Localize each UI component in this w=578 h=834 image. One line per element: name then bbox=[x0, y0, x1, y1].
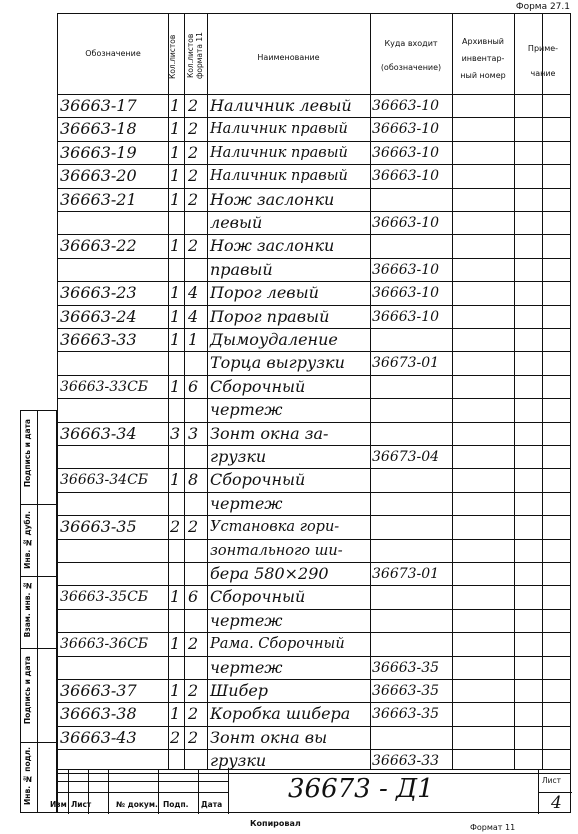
row-divider bbox=[58, 726, 570, 727]
cell-n1: 1 bbox=[170, 306, 181, 326]
cell-name: Наличник левый bbox=[210, 96, 352, 115]
row-divider bbox=[58, 445, 570, 446]
margin-label-inv-podl: Инв. № подл. bbox=[23, 747, 32, 806]
stamp-sheet-number: 4 bbox=[551, 793, 562, 813]
cell-name: чертеж bbox=[210, 400, 283, 420]
cell-n1: 1 bbox=[170, 704, 181, 724]
cell-n2: 4 bbox=[188, 283, 199, 303]
margin-label-signature-date-1: Подпись и дата bbox=[23, 419, 32, 488]
row-divider bbox=[58, 679, 570, 680]
cell-n2: 2 bbox=[188, 236, 199, 256]
row-divider bbox=[58, 234, 570, 235]
row-divider bbox=[58, 609, 570, 610]
cell-used: 36673-04 bbox=[372, 449, 440, 465]
cell-des: 36663-34 bbox=[60, 423, 137, 443]
cell-n2: 2 bbox=[188, 727, 199, 747]
row-divider bbox=[58, 398, 570, 399]
row-divider bbox=[58, 749, 570, 750]
cell-des: 36663-37 bbox=[60, 681, 137, 700]
cell-des: 36663-43 bbox=[60, 727, 137, 747]
cell-name: Торца выгрузки bbox=[210, 353, 345, 373]
cell-des: 36663-33СБ bbox=[60, 378, 149, 395]
cell-n1: 1 bbox=[170, 330, 181, 349]
row-divider bbox=[58, 562, 570, 563]
col-header-sheets: Кол.листов bbox=[168, 34, 177, 80]
cell-name: правый bbox=[210, 259, 273, 279]
cell-name: чертеж bbox=[210, 657, 283, 677]
col-header-used-in: Куда входит bbox=[384, 39, 438, 48]
stamp-list: Лист bbox=[71, 800, 92, 809]
cell-n2: 2 bbox=[188, 517, 199, 537]
form-number: Форма 27.1 bbox=[515, 2, 570, 12]
cell-des: 36663-23 bbox=[60, 283, 137, 303]
cell-used: 36663-10 bbox=[372, 308, 440, 325]
cell-des: 36663-35СБ bbox=[60, 589, 149, 606]
row-divider bbox=[58, 328, 570, 329]
cell-name: Нож заслонки bbox=[210, 236, 335, 256]
cell-des: 36663-18 bbox=[60, 119, 137, 139]
row-divider bbox=[58, 211, 570, 212]
cell-used: 36663-35 bbox=[372, 659, 440, 676]
footer-format: Формат 11 bbox=[470, 823, 516, 832]
cell-name: Дымоудаление bbox=[210, 330, 338, 349]
cell-used: 36663-10 bbox=[372, 215, 440, 231]
cell-name: левый bbox=[210, 213, 263, 232]
row-divider bbox=[58, 164, 570, 165]
cell-n2: 2 bbox=[188, 96, 199, 115]
cell-n2: 2 bbox=[188, 681, 199, 700]
stamp-sheet-label: Лист bbox=[542, 776, 562, 785]
cell-n2: 4 bbox=[188, 306, 199, 326]
row-divider bbox=[58, 702, 570, 703]
cell-n2: 6 bbox=[188, 376, 199, 396]
row-divider bbox=[58, 141, 570, 142]
cell-name: чертеж bbox=[210, 493, 283, 513]
col-header-archive: Архивный bbox=[462, 37, 504, 46]
cell-name: Сборочный bbox=[210, 376, 306, 396]
col-header-sheets-format: Кол.листов формата 11 bbox=[186, 32, 204, 80]
cell-des: 36663-36СБ bbox=[60, 636, 149, 653]
cell-n2: 2 bbox=[188, 704, 199, 724]
col-header-name: Наименование bbox=[257, 53, 320, 62]
cell-name: Порог левый bbox=[210, 283, 319, 303]
cell-name: Коробка шибера bbox=[210, 704, 351, 724]
cell-name: бера 580×290 bbox=[210, 564, 329, 583]
row-divider bbox=[58, 281, 570, 282]
cell-name: Рама. Сборочный bbox=[210, 636, 345, 653]
cell-n2: 8 bbox=[188, 470, 199, 490]
cell-n1: 1 bbox=[170, 96, 181, 115]
cell-n1: 1 bbox=[170, 681, 181, 700]
margin-stamp-box bbox=[20, 410, 57, 813]
cell-des: 36663-34СБ bbox=[60, 472, 149, 489]
cell-used: 36663-10 bbox=[372, 144, 440, 161]
row-divider bbox=[58, 117, 570, 118]
cell-used: 36663-10 bbox=[372, 168, 440, 185]
row-divider bbox=[58, 515, 570, 516]
row-divider bbox=[58, 468, 570, 469]
row-divider bbox=[58, 539, 570, 540]
cell-n1: 1 bbox=[170, 236, 181, 256]
cell-name: Зонт окна вы bbox=[210, 727, 328, 747]
cell-used: 36673-01 bbox=[372, 566, 440, 582]
row-divider bbox=[58, 492, 570, 493]
cell-n1: 2 bbox=[170, 517, 181, 537]
stamp-podp: Подп. bbox=[163, 800, 189, 809]
cell-des: 36663-22 bbox=[60, 236, 137, 256]
cell-used: 36663-35 bbox=[372, 706, 440, 723]
cell-des: 36663-35 bbox=[60, 517, 137, 537]
cell-name: Сборочный bbox=[210, 470, 306, 490]
stamp-date: Дата bbox=[201, 800, 223, 809]
cell-n2: 3 bbox=[188, 423, 199, 443]
cell-n1: 1 bbox=[170, 119, 181, 139]
cell-n2: 2 bbox=[188, 634, 199, 654]
cell-des: 36663-21 bbox=[60, 189, 137, 209]
cell-name: грузки bbox=[210, 751, 267, 771]
cell-name: Наличник правый bbox=[210, 168, 348, 185]
col-header-note-2: чание bbox=[530, 69, 556, 78]
margin-label-signature-date-2: Подпись и дата bbox=[23, 656, 32, 725]
stamp-doc-no: № докум. bbox=[116, 800, 158, 809]
cell-n1: 1 bbox=[170, 166, 181, 186]
cell-n1: 1 bbox=[170, 470, 181, 490]
cell-name: Зонт окна за- bbox=[210, 423, 329, 443]
footer-copied: Копировал bbox=[250, 819, 301, 828]
row-divider bbox=[58, 188, 570, 189]
cell-n1: 1 bbox=[170, 189, 181, 209]
cell-des: 36663-17 bbox=[60, 96, 137, 115]
cell-name: Шибер bbox=[210, 681, 269, 700]
cell-n1: 1 bbox=[170, 587, 181, 607]
cell-n1: 1 bbox=[170, 634, 181, 654]
cell-name: грузки bbox=[210, 447, 267, 466]
cell-used: 36663-10 bbox=[372, 285, 440, 302]
spec-table bbox=[50, 13, 571, 813]
cell-des: 36663-19 bbox=[60, 142, 137, 162]
col-header-archive-3: ный номер bbox=[460, 71, 506, 80]
cell-name: Наличник правый bbox=[210, 144, 348, 161]
cell-des: 36663-38 bbox=[60, 704, 137, 724]
margin-label-inv-dubl: Инв. № дубл. bbox=[23, 511, 32, 569]
cell-n1: 1 bbox=[170, 376, 181, 396]
cell-n2: 2 bbox=[188, 166, 199, 186]
row-divider bbox=[58, 305, 570, 306]
row-divider bbox=[58, 656, 570, 657]
col-header-note: Приме- bbox=[527, 44, 559, 53]
cell-used: 36673-01 bbox=[372, 355, 440, 372]
cell-used: 36663-33 bbox=[372, 753, 440, 770]
col-header-archive-2: инвентар- bbox=[461, 54, 505, 63]
cell-n2: 2 bbox=[188, 119, 199, 139]
cell-name: Установка гори- bbox=[210, 519, 340, 536]
document-number: 36673 - Д1 bbox=[288, 774, 434, 804]
cell-name: Нож заслонки bbox=[210, 189, 335, 209]
cell-name: Порог правый bbox=[210, 306, 330, 326]
cell-des: 36663-24 bbox=[60, 306, 137, 326]
cell-used: 36663-35 bbox=[372, 683, 440, 699]
cell-n1: 2 bbox=[170, 727, 181, 747]
cell-n2: 2 bbox=[188, 189, 199, 209]
cell-used: 36663-10 bbox=[372, 98, 440, 114]
row-divider bbox=[58, 422, 570, 423]
cell-n2: 1 bbox=[188, 330, 199, 349]
cell-n2: 6 bbox=[188, 587, 199, 607]
col-header-used-in-2: (обозначение) bbox=[380, 63, 442, 72]
row-divider bbox=[58, 258, 570, 259]
cell-des: 36663-33 bbox=[60, 330, 137, 349]
cell-des: 36663-20 bbox=[60, 166, 137, 186]
margin-label-vzam-inv: Взам. инв. № bbox=[23, 581, 32, 638]
cell-name: Сборочный bbox=[210, 587, 306, 607]
col-header-designation: Обозначение bbox=[85, 49, 141, 58]
cell-n1: 1 bbox=[170, 283, 181, 303]
cell-n1: 3 bbox=[170, 423, 181, 443]
cell-n2: 2 bbox=[188, 142, 199, 162]
row-divider bbox=[58, 632, 570, 633]
row-divider bbox=[58, 585, 570, 586]
cell-name: Наличник правый bbox=[210, 121, 348, 138]
cell-used: 36663-10 bbox=[372, 261, 440, 278]
row-divider bbox=[58, 375, 570, 376]
cell-n1: 1 bbox=[170, 142, 181, 162]
cell-name: зонтального ши- bbox=[210, 542, 343, 559]
row-divider bbox=[58, 351, 570, 352]
cell-used: 36663-10 bbox=[372, 121, 440, 138]
cell-name: чертеж bbox=[210, 610, 283, 630]
stamp-izm: Изм bbox=[50, 800, 67, 809]
